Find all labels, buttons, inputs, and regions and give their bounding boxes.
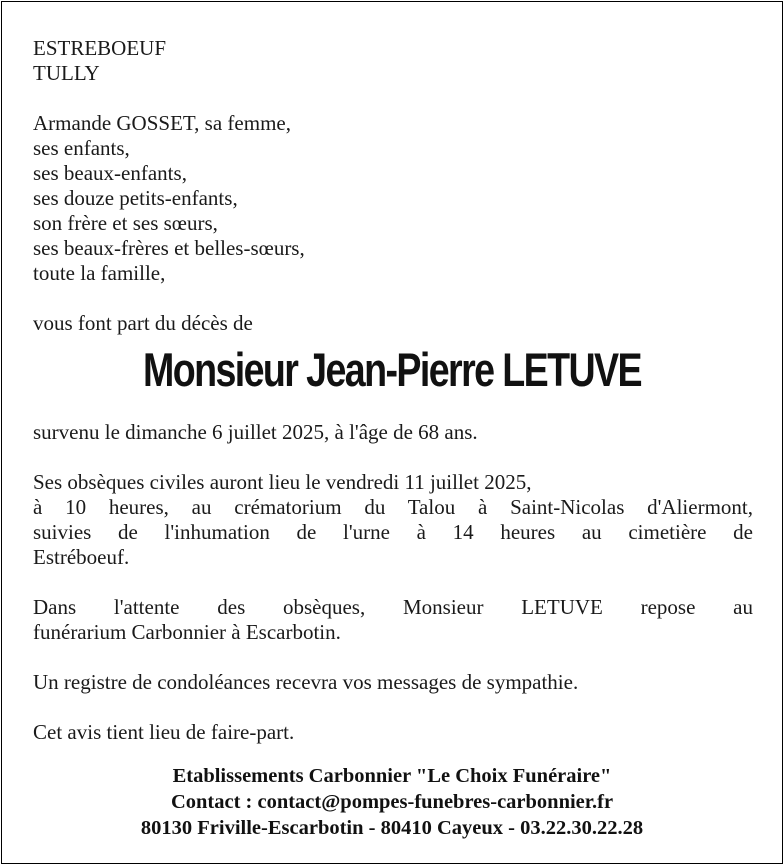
rest-line-2: funérarium Carbonnier à Escarbotin.	[33, 620, 341, 644]
death-notice	[1, 1, 783, 864]
condolences-text: Un registre de condoléances recevra vos messages de sympathie.	[33, 670, 579, 694]
family-line-grandchildren: ses douze petits-enfants,	[33, 186, 238, 210]
notice-upper-section	[33, 36, 753, 336]
family-line-spouse: Armande GOSSET, sa femme,	[33, 111, 291, 135]
announcement-text: vous font part du décès de	[33, 311, 253, 335]
family-line-siblings: son frère et ses sœurs,	[33, 211, 218, 235]
family-line-family: toute la famille,	[33, 261, 166, 285]
notice-note: Cet avis tient lieu de faire-part.	[33, 720, 295, 744]
funeral-line-2: à 10 heures, au crématorium du Talou à Saint-Nicolas d'Aliermont,	[33, 495, 753, 519]
funeral-line-3: suivies de l'inhumation de l'urne à 14 heures au cimetière de	[33, 520, 753, 544]
funeral-home-footer	[2, 763, 782, 841]
funeral-line-4: Estréboeuf.	[33, 545, 130, 569]
funeral-line-1: Ses obsèques civiles auront lieu le vendredi 11 juillet 2025,	[33, 470, 532, 494]
funeral-home-name: Etablissements Carbonnier "Le Choix Funéraire"	[172, 765, 612, 787]
family-line-stepchildren: ses beaux-enfants,	[33, 161, 187, 185]
rest-line-1: Dans l'attente des obsèques, Monsieur LETUVE repose au	[33, 595, 753, 619]
deceased-name: Monsieur Jean-Pierre LETUVE	[143, 343, 641, 396]
village-name-2: TULLY	[33, 61, 100, 85]
funeral-home-contact: Contact : contact@pompes-funebres-carbonnier.fr	[170, 791, 614, 813]
family-line-children: ses enfants,	[33, 136, 130, 160]
village-name-1: ESTREBOEUF	[33, 36, 167, 60]
funeral-home-address: 80130 Friville-Escarbotin - 80410 Cayeux - 03.22.30.22.28	[140, 817, 644, 839]
death-info: survenu le dimanche 6 juillet 2025, à l'âge de 68 ans.	[33, 420, 478, 444]
notice-lower-section	[33, 420, 753, 745]
family-line-in-laws: ses beaux-frères et belles-sœurs,	[33, 236, 305, 260]
